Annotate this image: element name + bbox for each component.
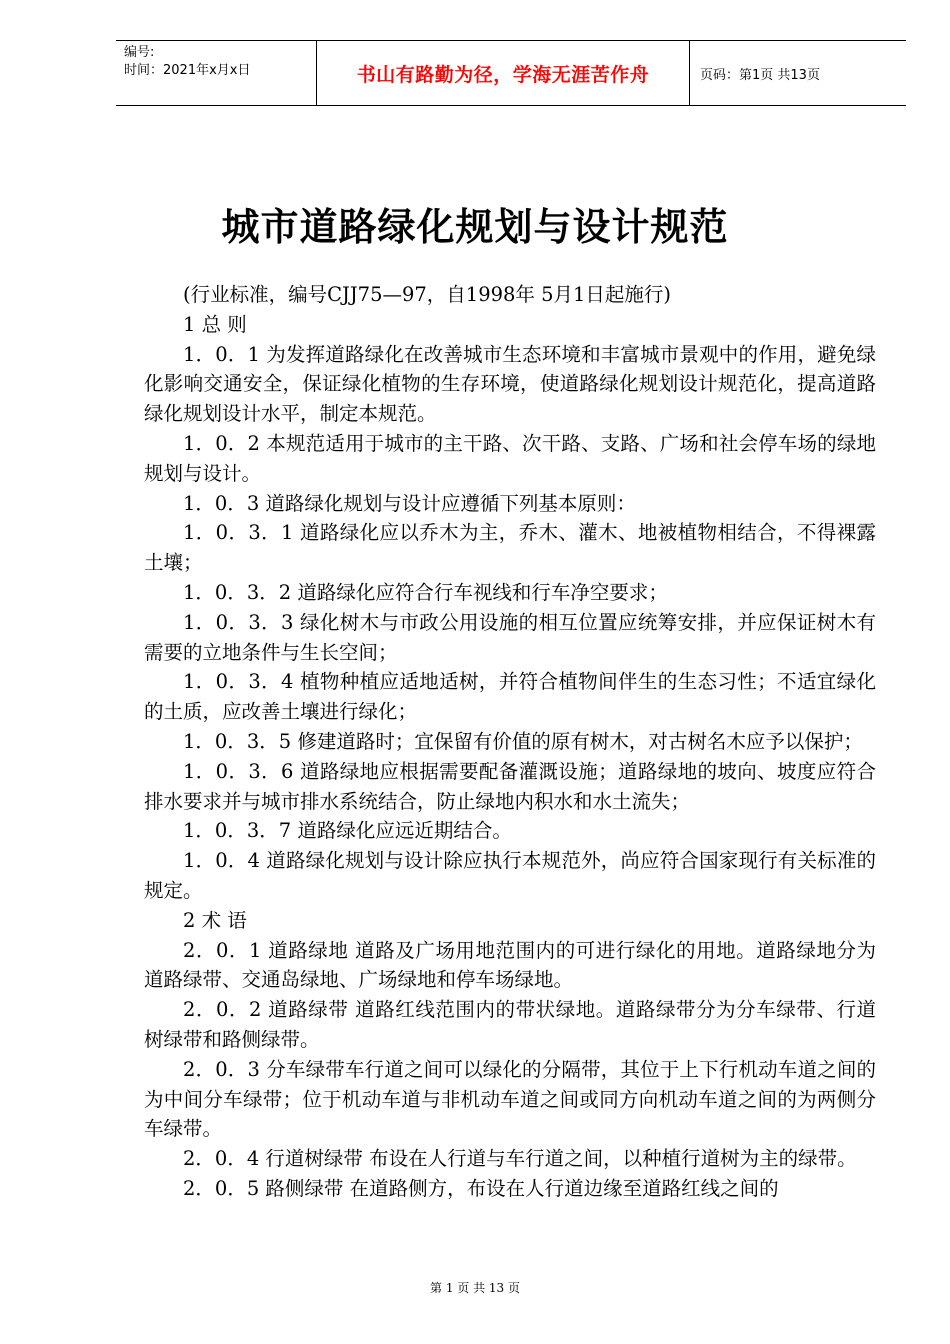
paragraph: 1．0．3．6 道路绿地应根据需要配备灌溉设施；道路绿地的坡向、坡度应符合排水要求并与城市排水系统结合，防止绿地内积水和水土流失； — [144, 759, 876, 813]
paragraph: 2．0．1 道路绿地 道路及广场用地范围内的可进行绿化的用地。道路绿地分为道路绿带、交通岛绿地、广场绿地和停车场绿地。 — [144, 938, 876, 992]
paragraph: 1．0．3．4 植物种植应适地适树，并符合植物间伴生的生态习性；不适宜绿化的土质，应改善土壤进行绿化； — [144, 670, 876, 724]
time-label: 时间：2021年x月x日 — [124, 63, 251, 78]
paragraph: 2．0．2 道路绿带 道路红线范围内的带状绿地。道路绿带分为分车绿带、行道树绿带和路侧绿带。 — [144, 998, 876, 1051]
paragraph: 1．0．3．5 修建道路时；宜保留有价值的原有树木，对古树名木应予以保护； — [183, 729, 863, 753]
paragraph: 2．0．3 分车绿带车行道之间可以绿化的分隔带，其位于上下行机动车道之间的为中间分车绿带；位于机动车道与非机动车道之间或同方向机动车道之间的为两侧分车绿带。 — [144, 1057, 876, 1141]
page-footer: 第 1 页 共 13 页 — [430, 1281, 520, 1295]
header-page-cell — [690, 41, 906, 105]
motto-text: 书山有路勤为径，学海无涯苦作舟 — [356, 63, 650, 86]
section-heading: 2 术 语 — [183, 908, 247, 932]
paragraph: 1．0．2 本规范适用于城市的主干路、次干路、支路、广场和社会停车场的绿地规划与设计。 — [144, 431, 876, 485]
paragraph: 1．0．3．2 道路绿化应符合行车视线和行车净空要求； — [183, 580, 668, 604]
number-label: 编号: — [124, 45, 155, 60]
document-title: 城市道路绿化规划与设计规范 — [221, 205, 729, 249]
paragraph: 1．0．3．3 绿化树木与市政公用设施的相互位置应统筹安排，并应保证树木有需要的立地条件与生长空间； — [144, 610, 876, 664]
paragraph: 1．0．1 为发挥道路绿化在改善城市生态环境和丰富城市景观中的作用，避免绿化影响交通安全，保证绿化植物的生存环境，使道路绿化规划设计规范化，提高道路绿化规划设计水平，制定本规范。 — [144, 342, 876, 426]
header-motto-cell — [316, 41, 690, 105]
paragraph: 1．0．4 道路绿化规划与设计除应执行本规范外，尚应符合国家现行有关标准的规定。 — [144, 849, 876, 902]
section-heading: 1 总 则 — [183, 312, 247, 336]
header-meta — [116, 41, 316, 105]
document-body — [144, 280, 876, 1204]
paragraph: 1．0．3．1 道路绿化应以乔木为主，乔木、灌木、地被植物相结合，不得裸露土壤； — [144, 521, 876, 575]
standard-info: (行业标准，编号CJJ75—97，自1998年 5月1日起施行) — [183, 283, 672, 306]
document-header — [116, 40, 906, 106]
paragraph: 2．0．5 路侧绿带 在道路侧方，布设在人行道边缘至道路红线之间的 — [183, 1176, 779, 1200]
paragraph: 1．0．3 道路绿化规划与设计应遵循下列基本原则： — [183, 491, 636, 515]
paragraph: 1．0．3．7 道路绿化应远近期结合。 — [183, 819, 512, 843]
page-label: 页码：第1页 共13页 — [700, 67, 820, 83]
paragraph: 2．0．4 行道树绿带 布设在人行道与车行道之间，以种植行道树为主的绿带。 — [183, 1147, 857, 1171]
